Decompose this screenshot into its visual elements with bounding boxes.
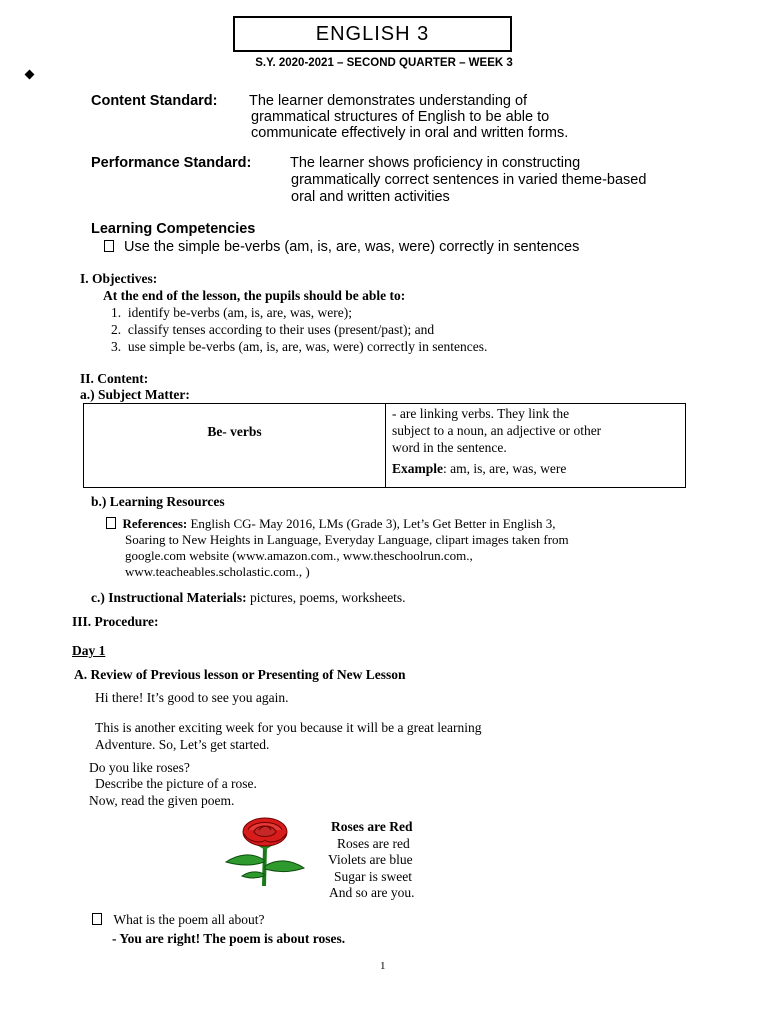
references-text: English CG- May 2016, LMs (Grade 3), Let’s Get Better in English 3,	[190, 516, 556, 531]
question-line	[92, 912, 264, 928]
references-line	[106, 516, 569, 532]
example-label: Example	[392, 461, 444, 476]
table-definition-cell	[386, 404, 686, 488]
prompt-line: Do you like roses?	[89, 760, 190, 775]
example-line	[392, 460, 679, 477]
performance-standard-line: oral and written activities	[291, 189, 450, 205]
table-term: Be- verbs	[207, 423, 262, 439]
document-title: ENGLISH 3	[233, 16, 512, 52]
greeting-text: Hi there! It’s good to see you again.	[95, 690, 289, 705]
objective-text: identify be-verbs (am, is, are, was, were);	[127, 305, 353, 320]
poem-line: Sugar is sweet	[334, 869, 412, 884]
performance-standard-label: Performance Standard:	[91, 155, 252, 171]
section-a-heading: A. Review of Previous lesson or Presenting of New Lesson	[74, 667, 406, 682]
subject-matter-table	[83, 403, 686, 488]
answer-text: - You are right! The poem is about roses.	[112, 931, 346, 946]
square-bullet-icon	[92, 913, 102, 925]
performance-standard-line: grammatically correct sentences in varied theme-based	[291, 172, 647, 188]
definition-line: - are linking verbs. They link the	[392, 406, 570, 421]
definition-line: word in the sentence.	[392, 440, 507, 455]
learning-competencies-heading: Learning Competencies	[91, 221, 256, 237]
table-term-cell	[84, 404, 386, 488]
square-bullet-icon	[104, 240, 114, 252]
rose-icon	[222, 816, 308, 888]
competency-text: Use the simple be-verbs (am, is, are, was, were) correctly in sentences	[124, 239, 580, 255]
poem-line: Roses are red	[337, 836, 410, 851]
week-intro-line: This is another exciting week for you because it will be a great learning	[95, 720, 482, 735]
instructional-materials	[91, 590, 406, 606]
content-standard-label: Content Standard:	[91, 93, 218, 109]
objective-text: classify tenses according to their uses (present/past); and	[127, 322, 435, 337]
definition-line: subject to a noun, an adjective or other	[392, 423, 602, 438]
prompt-line: Describe the picture of a rose.	[95, 776, 257, 791]
example-text: : am, is, are, was, were	[443, 461, 567, 476]
competency-item	[104, 239, 579, 255]
references-line: google.com website (www.amazon.com., www.theschoolrun.com.,	[125, 548, 473, 563]
day-heading: Day 1	[72, 643, 106, 658]
poem-title: Roses are Red	[331, 819, 413, 834]
page-number: 1	[380, 960, 386, 972]
subject-matter-label: a.) Subject Matter:	[80, 387, 190, 402]
objective-item: 1. identify be-verbs (am, is, are, was, were);	[111, 305, 353, 320]
diamond-bullet-icon	[25, 70, 35, 80]
content-standard-line: grammatical structures of English to be able to	[251, 109, 550, 125]
content-standard-line: communicate effectively in oral and written forms.	[251, 125, 569, 141]
procedure-heading: III. Procedure:	[72, 614, 159, 629]
objectives-intro: At the end of the lesson, the pupils should be able to:	[103, 288, 406, 303]
instructional-materials-text: pictures, poems, worksheets.	[249, 590, 406, 605]
week-intro-line: Adventure. So, Let’s get started.	[95, 737, 270, 752]
objectives-heading: I. Objectives:	[80, 271, 158, 286]
question-text: What is the poem all about?	[113, 912, 265, 927]
poem-line: Violets are blue	[328, 852, 413, 867]
references-label: References:	[122, 516, 188, 531]
performance-standard-line: The learner shows proficiency in constructing	[290, 155, 581, 171]
objective-item: 3. use simple be-verbs (am, is, are, was, were) correctly in sentences.	[111, 339, 488, 354]
content-heading: II. Content:	[80, 371, 149, 386]
content-standard-line: The learner demonstrates understanding of	[249, 93, 528, 109]
poem-line: And so are you.	[329, 885, 415, 900]
references-block	[106, 516, 569, 580]
square-bullet-icon	[106, 517, 116, 529]
objective-text: use simple be-verbs (am, is, are, was, were) correctly in sentences.	[127, 339, 488, 354]
references-line: www.teacheables.scholastic.com., )	[125, 564, 310, 579]
prompt-line: Now, read the given poem.	[89, 793, 235, 808]
learning-resources-label: b.) Learning Resources	[91, 494, 225, 509]
rose-image	[222, 816, 308, 888]
objective-item: 2. classify tenses according to their uses (present/past); and	[111, 322, 435, 337]
references-line: Soaring to New Heights in Language, Everyday Language, clipart images taken from	[125, 532, 569, 547]
instructional-materials-label: c.) Instructional Materials:	[91, 590, 247, 605]
school-year: S.Y. 2020-2021 – SECOND QUARTER – WEEK 3	[255, 57, 513, 69]
